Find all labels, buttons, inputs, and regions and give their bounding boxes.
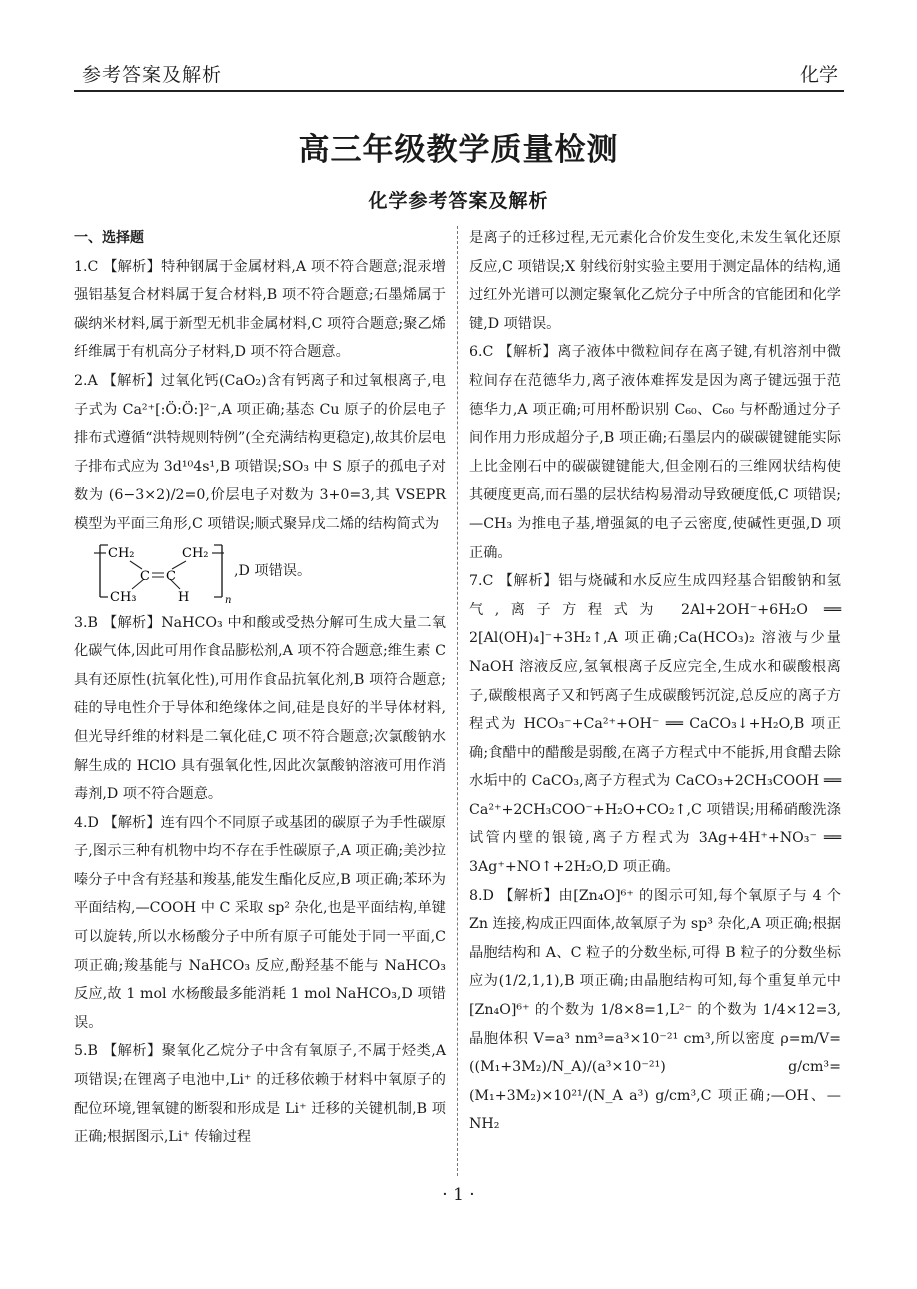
polymer-c-left: C	[140, 568, 150, 584]
polymer-c-right: C	[166, 568, 176, 584]
answer-item-7: 7.C 【解析】铝与烧碱和水反应生成四羟基合铝酸钠和氢气,离子方程式为 2Al+2OH⁻+6H₂O ══ 2[Al(OH)₄]⁻+3H₂↑,A 项正确;Ca(HCO₃)₂ 溶液与少量 NaOH 溶液反应,氢氧根离子反应完全,生成水和碳酸根离子,碳酸根离子又和钙离子生成碳酸钙沉淀,总反应的离子方程式为 HCO₃⁻+Ca²⁺+OH⁻ ══ CaCO₃↓+H₂O,B 项正确;食醋中的醋酸是弱酸,在离子方程式中不能拆,用食醋去除水垢中的 CaCO₃,离子方程式为 CaCO₃+2CH₃COOH ══ Ca²⁺+2CH₃COO⁻+H₂O+CO₂↑,C 项错误;用稀硝酸洗涤试管内壁的银镜,离子方程式为 3Ag+4H⁺+NO₃⁻ ══ 3Ag⁺+NO↑+2H₂O,D 项正确。	[469, 573, 841, 876]
polymer-n: n	[225, 594, 232, 605]
answer-item-3: 3.B 【解析】NaHCO₃ 中和酸或受热分解可生成大量二氧化碳气体,因此可用作食品膨松剂,A 项不符合题意;维生素 C 具有还原性(抗氧化性),可用作食品抗氧化剂,B 项符合题意;硅的导电性介于导体和绝缘体之间,硅是良好的半导体材料,但光导纤维的材料是二氧化硅,C 项不符合题意;次氯酸钠水解生成的 HClO 具有强氧化性,因此次氯酸钠溶液可用作消毒剂,D 项不符合题意。	[74, 614, 446, 803]
page-title: 高三年级教学质量检测	[298, 132, 619, 168]
answer-item-4: 4.D 【解析】连有四个不同原子或基团的碳原子为手性碳原子,图示三种有机物中均不存在手性碳原子,A 项正确;美沙拉嗪分子中含有羟基和羧基,能发生酯化反应,B 项正确;苯环为平面结构,—COOH 中 C 采取 sp² 杂化,也是平面结构,单键可以旋转,所以水杨酸分子中所有原子可能处于同一平面,C 项正确;羧基能与 NaHCO₃ 反应,酚羟基不能与 NaHCO₃ 反应,故 1 mol 水杨酸最多能消耗 1 mol NaHCO₃,D 项错误。	[74, 814, 446, 1031]
polymer-ch3: CH₃	[110, 589, 137, 605]
polymer-structure-drawing	[94, 539, 244, 605]
polymer-ch2-right: CH₂	[182, 545, 209, 561]
left-column	[74, 224, 446, 1152]
page-subtitle: 化学参考答案及解析	[368, 190, 549, 212]
answer-item-5: 5.B 【解析】聚氧化乙烷分子中含有氧原子,不属于烃类,A 项错误;在锂离子电池中,Li⁺ 的迁移依赖于材料中氧原子的配位环境,锂氧键的断裂和形成是 Li⁺ 迁移的关键机制,B 项正确;根据图示,Li⁺ 传输过程	[74, 1043, 446, 1146]
header-subject-label: 化学	[799, 64, 838, 86]
polymer-ch2-left: CH₂	[108, 545, 135, 561]
polymer-structure	[94, 539, 446, 609]
right-column	[469, 224, 841, 1139]
answer-item-5-cont: 是离子的迁移过程,无元素化合价发生变化,未发生氧化还原反应,C 项错误;X 射线衍射实验主要用于测定晶体的结构,通过红外光谱可以测定聚氧化乙烷分子中所含的官能团和化学键,D 项错误。	[469, 230, 841, 332]
answer-item-1: 1.C 【解析】特种钢属于金属材料,A 项不符合题意;混汞增强铝基复合材料属于复合材料,B 项不符合题意;石墨烯属于碳纳米材料,属于新型无机非金属材料,C 项符合题意;聚乙烯纤维属于有机高分子材料,D 项不符合题意。	[74, 258, 446, 361]
answer-item-2-tail: ,D 项错误。	[234, 562, 312, 579]
answer-item-6: 6.C 【解析】离子液体中微粒间存在离子键,有机溶剂中微粒间存在范德华力,离子液体难挥发是因为离子键远强于范德华力,A 项正确;可用杯酚识别 C₆₀、C₆₀ 与杯酚通过分子间作用力形成超分子,B 项正确;石墨层内的碳碳键键能实际上比金刚石中的碳碳键键能大,但金刚石的三维网状结构使其硬度更高,而石墨的层状结构易滑动导致硬度低,C 项错误;—CH₃ 为推电子基,增强氮的电子云密度,使碱性更强,D 项正确。	[469, 344, 841, 561]
answer-item-2: 2.A 【解析】过氧化钙(CaO₂)含有钙离子和过氧根离子,电子式为 Ca²⁺[:Ö:Ö:]²⁻,A 项正确;基态 Cu 原子的价层电子排布式遵循“洪特规则特例”(全充满结构更稳定),故其价层电子排布式应为 3d¹⁰4s¹,B 项错误;SO₃ 中 S 原子的孤电子对数为 (6−3×2)/2=0,价层电子对数为 3+0=3,其 VSEPR 模型为平面三角形,C 项错误;顺式聚异戊二烯的结构简式为	[74, 372, 446, 532]
page-number: · 1 ·	[442, 1185, 475, 1205]
answer-item-8: 8.D 【解析】由[Zn₄O]⁶⁺ 的图示可知,每个氧原子与 4 个 Zn 连接,构成正四面体,故氧原子为 sp³ 杂化,A 项正确;根据晶胞结构和 A、C 粒子的分数坐标,可得 B 粒子的分数坐标应为(1/2,1,1),B 项正确;由晶胞结构可知,每个重复单元中[Zn₄O]⁶⁺ 的个数为 1/8×8=1,L²⁻ 的个数为 1/4×12=3,晶胞体积 V=a³ nm³=a³×10⁻²¹ cm³,所以密度 ρ=m/V=((M₁+3M₂)/N_A)/(a³×10⁻²¹) g/cm³=(M₁+3M₂)×10²¹/(N_A a³) g/cm³,C 项正确;—OH、—NH₂	[469, 887, 841, 1133]
section-heading: 一、选择题	[74, 230, 144, 246]
polymer-h: H	[178, 589, 190, 605]
page-header	[74, 58, 844, 92]
header-left-label: 参考答案及解析	[82, 64, 223, 86]
column-divider	[457, 226, 458, 1176]
